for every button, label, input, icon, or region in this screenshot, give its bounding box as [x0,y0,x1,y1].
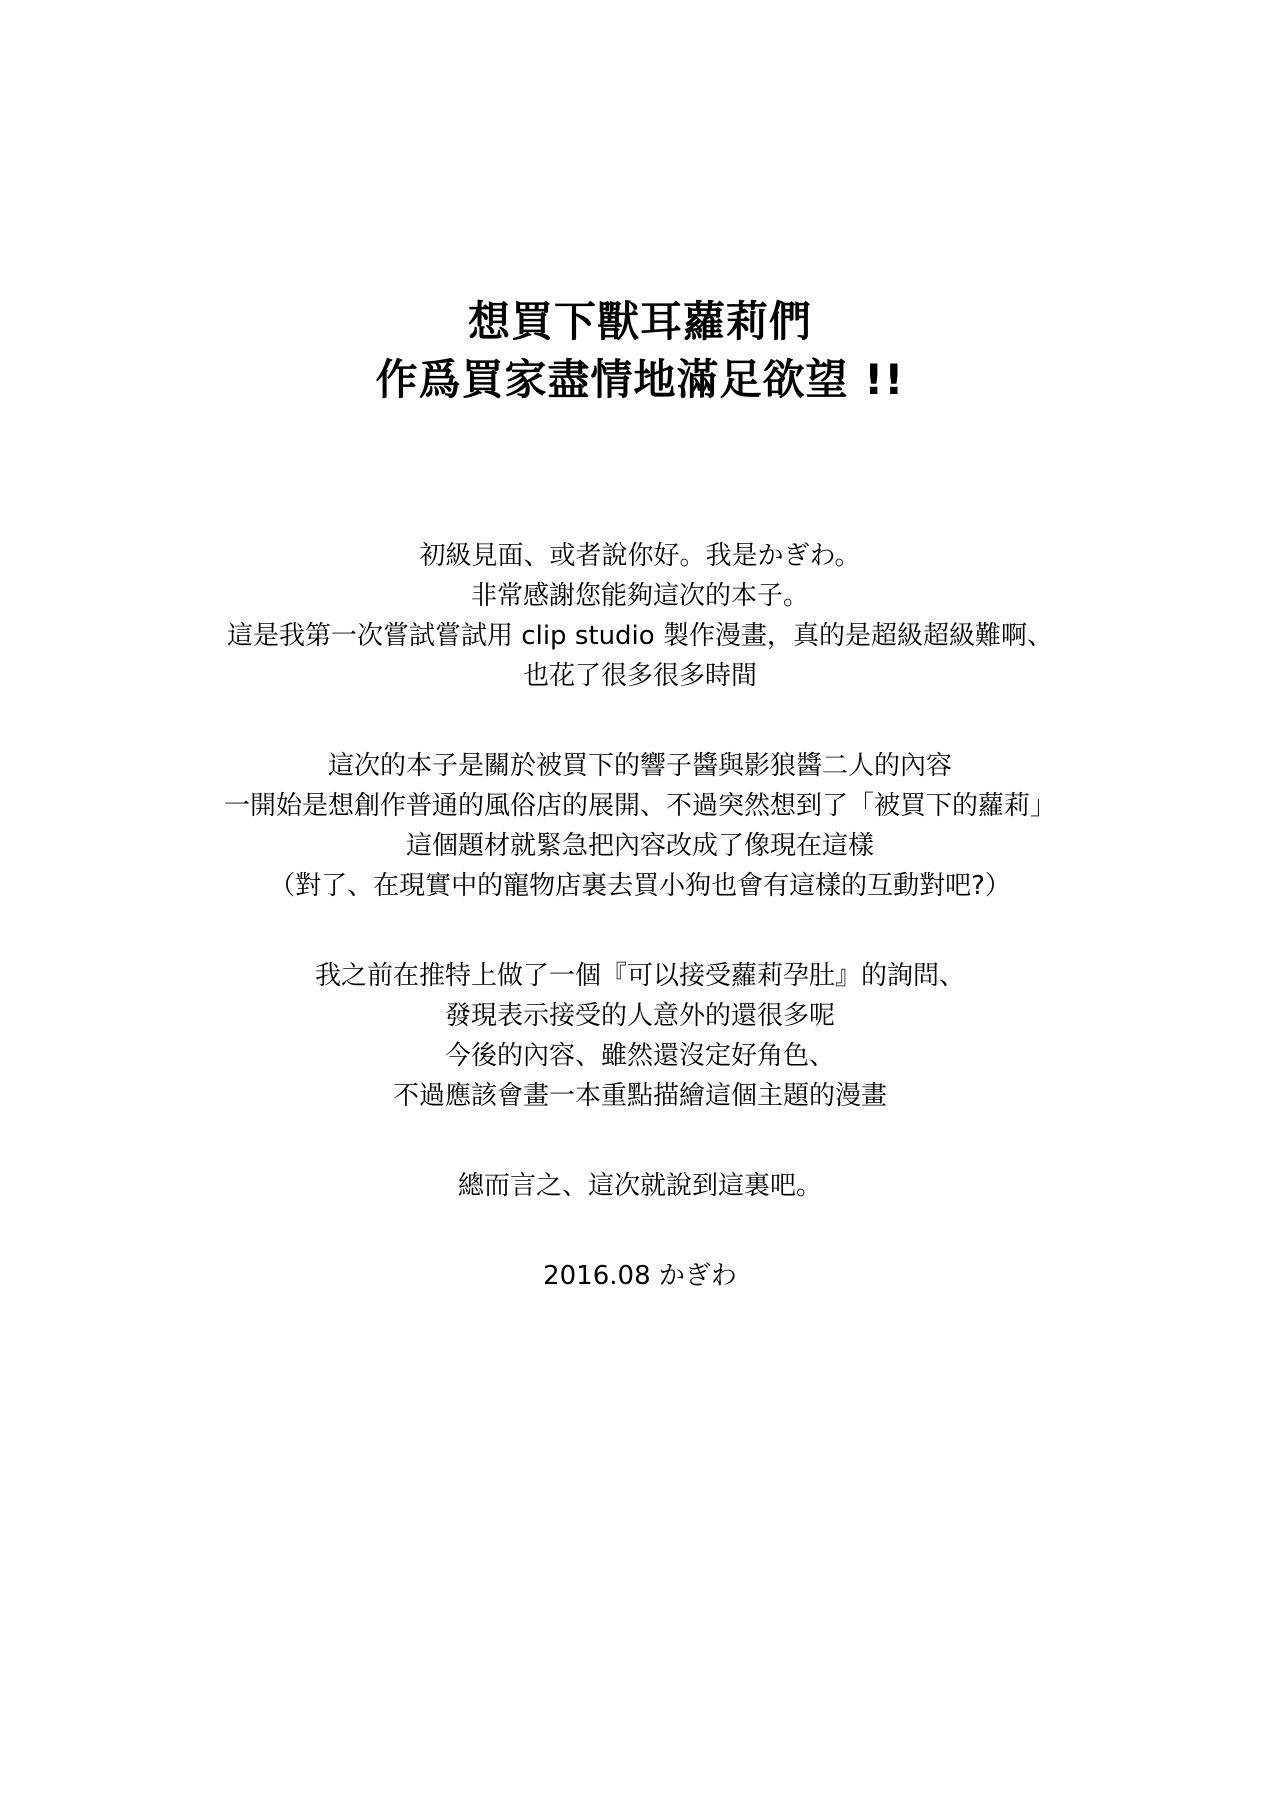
paragraph-content [0,746,1280,906]
text-line: 總而言之、這次就說到這裏吧。 [457,1171,822,1201]
title-line-2: 作爲買家盡情地滿足欲望 !! [375,355,905,404]
paragraph-future [0,956,1280,1116]
paragraph-closing [0,1166,1280,1206]
text-line: 這是我第一次嘗試嘗試用 clip studio 製作漫畫，真的是超級超級難啊、 [227,621,1053,651]
afterword-body [0,536,1280,1296]
text-line: 發現表示接受的人意外的還很多呢 [444,1001,835,1031]
text-line: 今後的內容、雖然還沒定好角色、 [444,1041,835,1071]
page-title [0,293,1280,409]
text-line: 也花了很多很多時間 [522,661,757,691]
text-line: 不過應該會畫一本重點描繪這個主題的漫畫 [392,1081,887,1111]
signature-date: 2016.08 かぎわ [543,1261,737,1291]
paragraph-greeting [0,536,1280,696]
text-line: 我之前在推特上做了一個『可以接受蘿莉孕肚』的詢問、 [314,961,965,991]
title-line-1: 想買下獸耳蘿莉們 [467,297,812,346]
text-line: 一開始是想創作普通的風俗店的展開、不過突然想到了「被買下的蘿莉」 [223,791,1056,821]
text-line: （對了、在現實中的寵物店裏去買小狗也會有這樣的互動對吧?） [269,871,1011,901]
text-line: 這個題材就緊急把內容改成了像現在這樣 [405,831,874,861]
text-line: 這次的本子是關於被買下的響子醬與影狼醬二人的內容 [327,751,952,781]
text-line: 非常感謝您能夠這次的本子。 [470,581,809,611]
text-line: 初級見面、或者說你好。我是かぎわ。 [419,541,861,571]
